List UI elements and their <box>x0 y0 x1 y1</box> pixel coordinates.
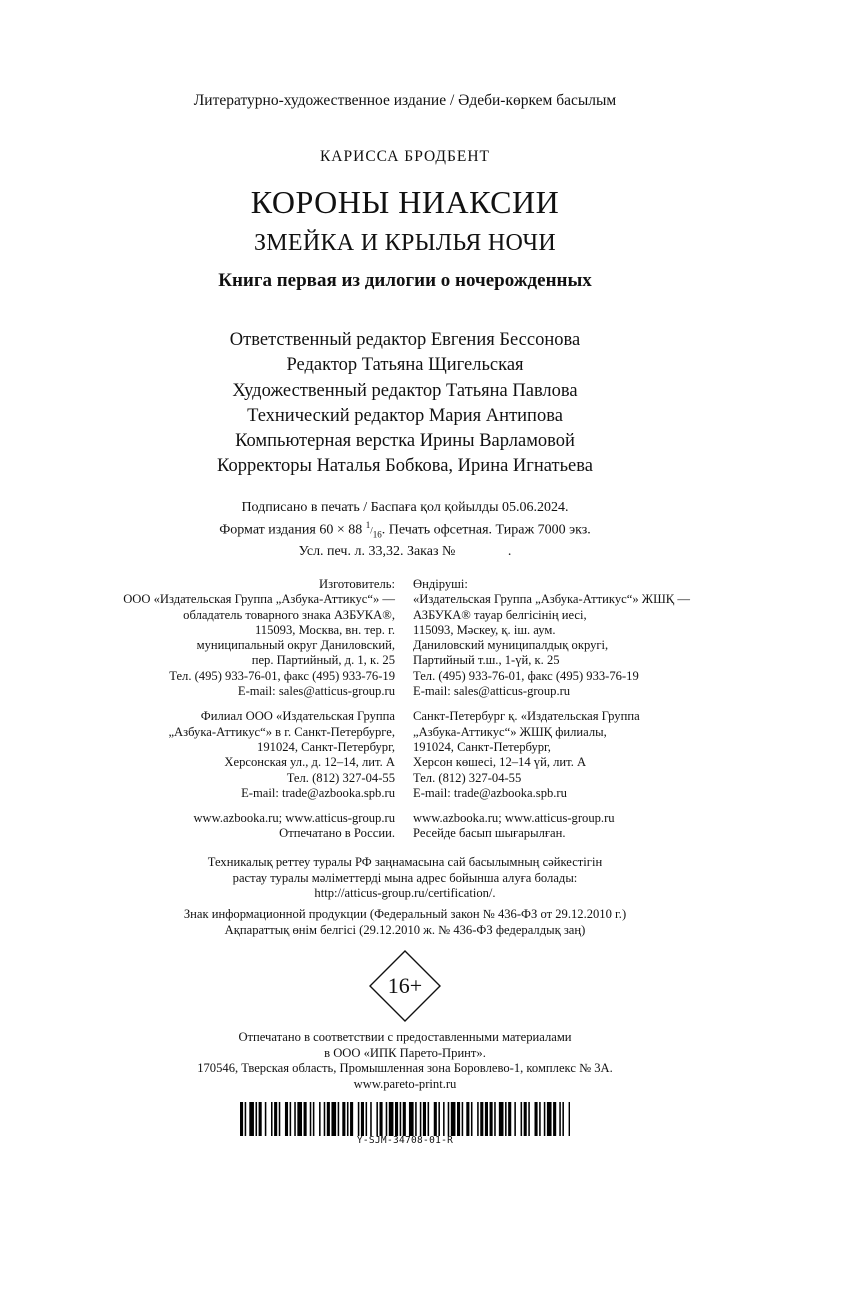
barcode-bar <box>535 1102 538 1136</box>
format-line: Формат издания 60 × 88 $^1/_{16}$. Печать офсетная. Тираж 7000 экз. <box>219 519 591 539</box>
barcode-bar <box>256 1102 258 1136</box>
barcode-bar <box>466 1102 469 1136</box>
barcode-bar <box>313 1102 315 1136</box>
barcode-bar <box>451 1102 456 1136</box>
barcode-bar <box>370 1102 372 1136</box>
sheets-line: Усл. печ. л. 33,32. Заказ № . <box>298 544 512 560</box>
credit-line: Технический редактор Мария Антипова <box>247 405 563 426</box>
barcode-bar <box>310 1102 312 1136</box>
barcode-bar <box>514 1102 516 1136</box>
age-rating-label: 16+ <box>387 973 423 998</box>
book-title: КОРОНЫ НИАКСИИ <box>250 184 560 220</box>
barcode-bar <box>338 1102 340 1136</box>
barcode-bar <box>304 1102 307 1136</box>
barcode-bar <box>569 1102 570 1136</box>
barcode-bar <box>521 1102 523 1136</box>
print-info <box>0 499 810 561</box>
barcode-bar <box>544 1102 546 1136</box>
credit-line: Компьютерная верстка Ирины Варламовой <box>235 431 575 452</box>
branch-block: Санкт-Петербург қ. «Издательская Группа „Азбука-Аттикус“» ЖШҚ филиалы, 191024, Санкт-Петербург, Херсон көшесі, 12–14 үй, лит. А Тел. (812) 327-04-55 E-mail: trade@azbooka.spb.ru <box>413 709 640 800</box>
barcode-bar <box>420 1102 422 1136</box>
barcode-bar <box>324 1102 326 1136</box>
barcode-bar <box>297 1102 302 1136</box>
barcode-bar <box>448 1102 450 1136</box>
barcode-bar <box>490 1102 493 1136</box>
barcode-bar <box>505 1102 507 1136</box>
barcode-bar <box>245 1102 247 1136</box>
barcode-bar <box>389 1102 394 1136</box>
printer-info: Отпечатано в соответствии с предоставленными материалами в ООО «ИПК Парето-Принт». 170546, Тверская область, Промышленная зона Боровлево-1, комплекс № 3А. www.pareto-print.ru <box>197 1030 613 1091</box>
barcode-bar <box>539 1102 541 1136</box>
barcode-bar <box>358 1102 360 1136</box>
signed-date: Подписано в печать / Баспаға қол қойылды 05.06.2024. <box>241 500 569 515</box>
credit-line: Ответственный редактор Евгения Бессонова <box>229 330 581 350</box>
manufacturer-block: Өндіруші: «Издательская Группа „Азбука-Аттикус“» ЖШҚ — АЗБУКА® тауар белгісінің иесі, 115093, Мәскеу, қ. іш. аум. Даниловский муниципалдық округі, Партийный т.ш., 1-үй, к. 25 Тел. (495) 933-76-01, факс (495) 933-76-19 E-mail: sales@atticus-group.ru <box>413 577 690 699</box>
barcode-bar <box>259 1102 262 1136</box>
barcode-bar <box>415 1102 417 1136</box>
barcode-bar <box>400 1102 402 1136</box>
barcode-bar <box>462 1102 464 1136</box>
barcode-bar <box>553 1102 556 1136</box>
author-name: КАРИССА БРОДБЕНТ <box>319 148 491 165</box>
barcode-bar <box>480 1102 483 1136</box>
barcode-bar <box>528 1102 530 1136</box>
barcode-bar <box>559 1102 561 1136</box>
barcode-bar <box>274 1102 277 1136</box>
book-subtitle: ЗМЕЙКА И КРЫЛЬЯ НОЧИ <box>253 230 557 256</box>
barcode-bar <box>562 1102 564 1136</box>
barcode-bar <box>294 1102 296 1136</box>
barcode-bar <box>443 1102 445 1136</box>
barcode-bar <box>386 1102 388 1136</box>
barcode-bar <box>342 1102 345 1136</box>
barcode <box>240 1102 570 1136</box>
barcode-bar <box>366 1102 368 1136</box>
barcode-bar <box>249 1102 254 1136</box>
info-product-law: Знак информационной продукции (Федеральный закон № 436-ФЗ от 29.12.2010 г.) Ақпараттық өнім белгісі (29.12.2010 ж. № 436-ФЗ федералдық заң) <box>183 907 627 937</box>
web-block: www.azbooka.ru; www.atticus-group.ru Отпечатано в России. <box>193 811 395 841</box>
barcode-bar <box>319 1102 321 1136</box>
credit-line: Редактор Татьяна Щигельская <box>286 355 524 376</box>
certification-note: Техникалық реттеу туралы РФ заңнамасына сай басылымның сәйкестігін растау туралы мәліметтерді мына адрес бойынша алуға болады: http://atticus-group.ru/certification/. <box>207 855 603 900</box>
barcode-bar <box>409 1102 414 1136</box>
barcode-bar <box>376 1102 378 1136</box>
barcode-code: Y-SJM-34708-01-R <box>356 1135 454 1146</box>
barcode-bar <box>423 1102 426 1136</box>
barcode-bar <box>290 1102 292 1136</box>
barcode-bar <box>279 1102 281 1136</box>
barcode-bar <box>428 1102 430 1136</box>
barcode-bar <box>403 1102 406 1136</box>
barcode-bar <box>494 1102 496 1136</box>
barcode-bar <box>380 1102 383 1136</box>
barcode-bar <box>477 1102 479 1136</box>
barcode-bar <box>350 1102 353 1136</box>
barcode-bar <box>331 1102 336 1136</box>
credits-list <box>0 328 810 480</box>
publisher-info-russian <box>123 577 395 852</box>
barcode-bar <box>285 1102 288 1136</box>
barcode-bar <box>395 1102 398 1136</box>
barcode-bar <box>438 1102 440 1136</box>
web-block: www.azbooka.ru; www.atticus-group.ru Ресейде басып шығарылған. <box>413 811 615 841</box>
barcode-bar <box>485 1102 488 1136</box>
barcode-bar <box>508 1102 511 1136</box>
edition-type: Литературно-художественное издание / Әдеби-көркем басылым <box>193 92 617 109</box>
publisher-info-kazakh <box>413 577 690 852</box>
barcode-bar <box>434 1102 437 1136</box>
credit-line: Художественный редактор Татьяна Павлова <box>232 380 578 401</box>
barcode-bar <box>327 1102 330 1136</box>
barcode-bar <box>524 1102 527 1136</box>
barcode-bar <box>471 1102 473 1136</box>
barcode-bar <box>271 1102 273 1136</box>
barcode-bar <box>547 1102 552 1136</box>
age-rating-badge <box>369 950 441 1022</box>
barcode-bar <box>457 1102 460 1136</box>
branch-block: Филиал ООО «Издательская Группа „Азбука-Аттикус“» в г. Санкт-Петербурге, 191024, Санкт-Петербург, Херсонская ул., д. 12–14, лит. А Тел. (812) 327-04-55 E-mail: trade@azbooka.spb.ru <box>168 709 395 800</box>
barcode-bar <box>240 1102 243 1136</box>
barcode-bar <box>499 1102 504 1136</box>
barcode-bar <box>265 1102 267 1136</box>
barcode-bar <box>361 1102 364 1136</box>
credit-line: Корректоры Наталья Бобкова, Ирина Игнатьева <box>217 456 593 477</box>
manufacturer-block: Изготовитель: ООО «Издательская Группа „Азбука-Аттикус“» — обладатель товарного знака АЗБУКА®, 115093, Москва, вн. тер. г. муниципальный округ Даниловский, пер. Партийный, д. 1, к. 25 Тел. (495) 933-76-01, факс (495) 933-76-19 E-mail: sales@atticus-group.ru <box>123 577 395 699</box>
barcode-bar <box>347 1102 349 1136</box>
series-note: Книга первая из дилогии о ночерожденных <box>218 270 592 291</box>
